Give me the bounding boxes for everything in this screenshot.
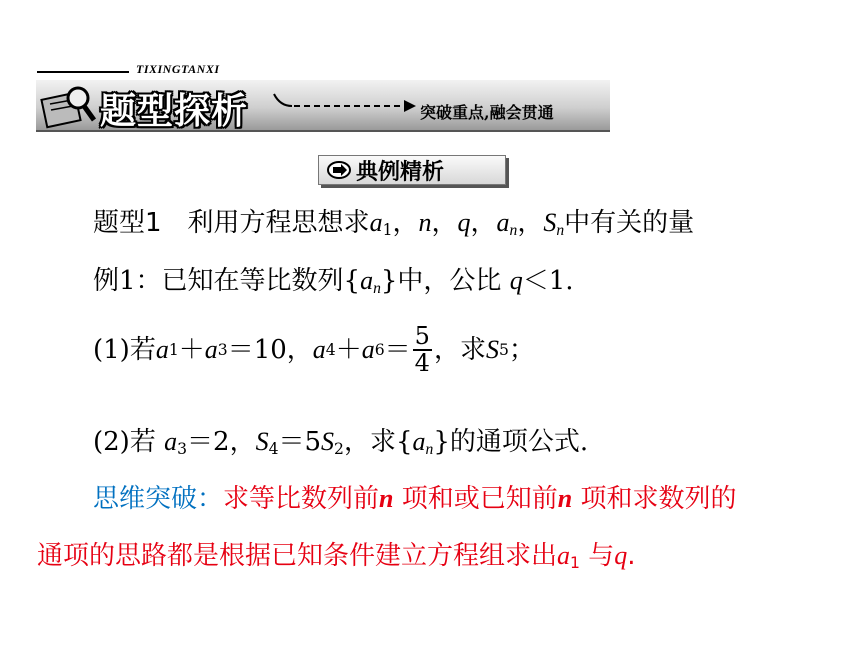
part2-line: (2)若 $a_3=2$，$S_4=5S_2$，求$\{a_n\}$的通项公式. bbox=[93, 427, 589, 458]
sub-header-title: 典例精析 bbox=[356, 160, 445, 185]
banner-pinyin: TIXINGTANXI bbox=[136, 62, 220, 76]
thinking-label: 思维突破： bbox=[93, 484, 224, 514]
magnifier-book-icon bbox=[38, 80, 98, 130]
thinking-line-1: 思维突破：求等比数列前n 项和或已知前n 项和求数列的 bbox=[93, 484, 737, 514]
dashed-arrow-icon bbox=[270, 90, 418, 120]
banner-title: 题型探析 bbox=[100, 91, 249, 132]
example-line: 例1：已知在等比数列$\{a_n\}$中，公比 q＜1. bbox=[93, 266, 574, 297]
part1-line: (1)若 a 1 ＋ a 3 ＝10， a 4 ＋ a 6 ＝ $\frac{5}{4}$ ，求 S 5 ； bbox=[93, 321, 535, 377]
banner-slogan: 突破重点,融会贯通 bbox=[420, 103, 554, 122]
topic-line: 题型1 利用方程思想求$a_1$，n，q，$a_n$，$S_n$中有关的量 bbox=[93, 208, 695, 239]
fraction: $\frac{5}{4}$ bbox=[414, 321, 430, 377]
arrow-badge-icon bbox=[326, 160, 352, 180]
thinking-line-2: 通项的思路都是根据已知条件建立方程组求出$a_1$ 与q. bbox=[37, 541, 636, 572]
banner-rule bbox=[37, 71, 129, 73]
topic-label: 题型1 bbox=[93, 208, 162, 238]
example-label: 例1： bbox=[93, 266, 162, 296]
